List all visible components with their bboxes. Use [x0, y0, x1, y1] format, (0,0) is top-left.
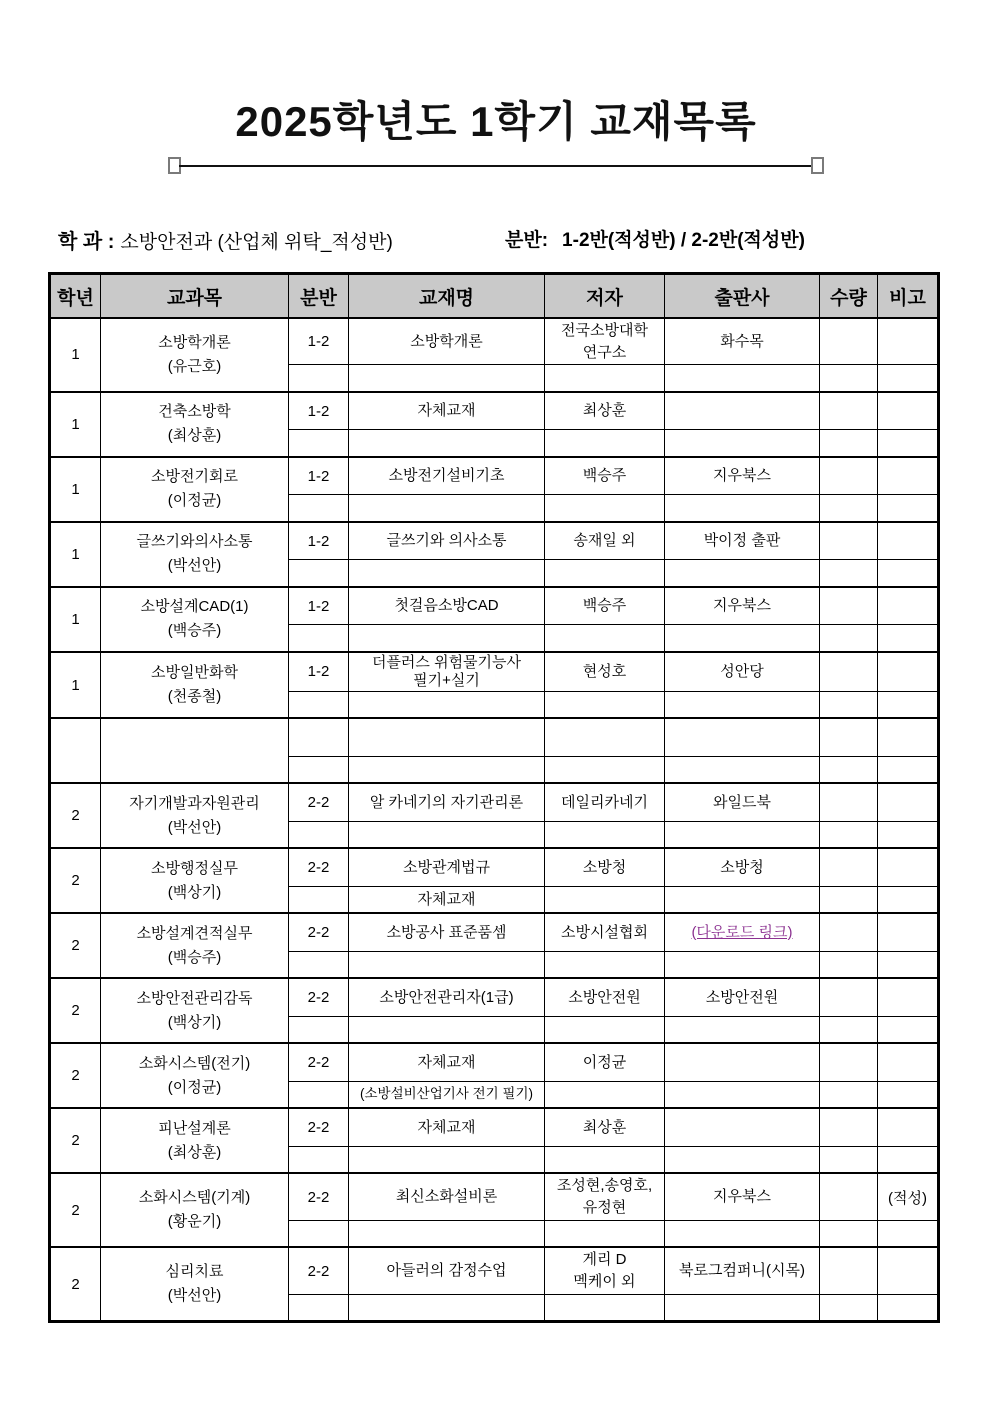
cell-author: [545, 495, 665, 522]
subject-row: [50, 587, 939, 625]
cell-note: [878, 1081, 939, 1108]
cell-grade: 2: [50, 978, 101, 1043]
cell-class: [289, 886, 349, 913]
cell-author: 최상훈: [545, 1108, 665, 1146]
subject-professor: (박선안): [167, 1287, 222, 1305]
cell-note: [878, 625, 939, 652]
cell-author: 이정균: [545, 1043, 665, 1081]
cell-class: 2-2: [289, 913, 349, 951]
subject-professor: (박선안): [167, 818, 222, 836]
cell-publisher: [665, 1146, 820, 1173]
cell-quantity: [820, 522, 878, 560]
cell-author: 백승주: [545, 587, 665, 625]
subject-professor: (백상기): [167, 883, 222, 901]
cell-subject: [101, 1247, 289, 1321]
subject-row: [50, 1043, 939, 1081]
cell-author: [545, 430, 665, 457]
subject-professor: (백상기): [167, 1013, 222, 1031]
cell-note: [878, 951, 939, 978]
cell-quantity: [820, 430, 878, 457]
cell-quantity: [820, 756, 878, 783]
cell-note: [878, 718, 939, 756]
subject-name: 소화시스템(기계): [138, 1189, 251, 1207]
page-title: 2025학년도 1학기 교재목록: [235, 98, 757, 145]
table-header-row: [50, 274, 939, 318]
subject-professor: (최상훈): [167, 1143, 222, 1161]
cell-author: [545, 560, 665, 587]
cell-textbook: [349, 1016, 545, 1043]
cell-author: [545, 365, 665, 392]
cell-author: [545, 1220, 665, 1247]
cell-textbook: 소방안전관리자(1급): [349, 978, 545, 1016]
column-header-class: 분반: [289, 274, 349, 318]
cell-textbook: [349, 1220, 545, 1247]
cell-publisher: [665, 1294, 820, 1321]
cell-author: 게리 D 멕케이 외: [545, 1247, 665, 1294]
subject-professor: (백승주): [167, 948, 222, 966]
cell-note: [878, 978, 939, 1016]
cell-subject: [101, 1173, 289, 1247]
cell-subject: [101, 1108, 289, 1173]
subject-name: 심리치료: [165, 1263, 224, 1281]
cell-note: [878, 392, 939, 430]
department-label: 학 과 :: [58, 231, 115, 254]
cell-class: 1-2: [289, 318, 349, 365]
cell-grade: 2: [50, 1043, 101, 1108]
cell-publisher: [665, 625, 820, 652]
subject-professor: (유근호): [167, 357, 222, 375]
cell-class: [289, 951, 349, 978]
cell-textbook: 글쓰기와 의사소통: [349, 522, 545, 560]
cell-publisher: [665, 821, 820, 848]
cell-publisher: [665, 430, 820, 457]
cell-note: [878, 1247, 939, 1294]
subject-row: [50, 718, 939, 756]
cell-textbook: 아들러의 감정수업: [349, 1247, 545, 1294]
cell-note: [878, 457, 939, 495]
cell-quantity: [820, 587, 878, 625]
cell-textbook: (소방설비산업기사 전기 필기): [349, 1081, 545, 1108]
subject-name: 피난설계론: [158, 1119, 231, 1137]
cell-author: 소방안전원: [545, 978, 665, 1016]
cell-textbook: 최신소화설비론: [349, 1173, 545, 1220]
cell-subject: [101, 718, 289, 783]
subject-row: [50, 457, 939, 495]
cell-quantity: [820, 718, 878, 756]
cell-publisher: 와일드북: [665, 783, 820, 821]
cell-note: [878, 560, 939, 587]
cell-subject: [101, 978, 289, 1043]
subject-professor: (천종철): [167, 688, 222, 706]
subject-professor: (최상훈): [167, 427, 222, 445]
cell-quantity: [820, 691, 878, 718]
subject-row: [50, 318, 939, 365]
cell-quantity: [820, 560, 878, 587]
cell-quantity: [820, 495, 878, 522]
column-header-quantity: 수량: [820, 274, 878, 318]
cell-author: [545, 1081, 665, 1108]
cell-class: [289, 495, 349, 522]
cell-class: 1-2: [289, 392, 349, 430]
cell-author: [545, 625, 665, 652]
cell-publisher: [665, 886, 820, 913]
cell-quantity: [820, 1043, 878, 1081]
cell-subject: [101, 522, 289, 587]
subject-row: [50, 913, 939, 951]
cell-grade: 2: [50, 783, 101, 848]
cell-publisher: [665, 1220, 820, 1247]
cell-class: 2-2: [289, 1247, 349, 1294]
cell-class: [289, 1294, 349, 1321]
cell-quantity: [820, 886, 878, 913]
cell-publisher: 박이정 출판: [665, 522, 820, 560]
cell-grade: 1: [50, 522, 101, 587]
cell-class: 2-2: [289, 978, 349, 1016]
cell-publisher: 지우북스: [665, 1173, 820, 1220]
cell-note: [878, 1016, 939, 1043]
column-header-publisher: 출판사: [665, 274, 820, 318]
cell-author: 현성호: [545, 652, 665, 692]
cell-note: [878, 495, 939, 522]
subject-name: 글쓰기와의사소통: [136, 533, 253, 551]
cell-publisher: 지우북스: [665, 457, 820, 495]
cell-quantity: [820, 1173, 878, 1220]
cell-author: [545, 718, 665, 756]
subject-row: [50, 392, 939, 430]
cell-textbook: 자체교재: [349, 886, 545, 913]
subject-name: 소방행정실무: [151, 859, 238, 877]
cell-textbook: [349, 1146, 545, 1173]
cell-author: 전국소방대학 연구소: [545, 318, 665, 365]
cell-quantity: [820, 783, 878, 821]
cell-author: [545, 821, 665, 848]
cell-class: 2-2: [289, 848, 349, 886]
cell-textbook: [349, 495, 545, 522]
cell-author: [545, 951, 665, 978]
subject-professor: (백승주): [167, 622, 222, 640]
cell-grade: 1: [50, 318, 101, 392]
cell-grade: 2: [50, 848, 101, 913]
cell-author: 데일리카네기: [545, 783, 665, 821]
subject-professor: (박선안): [167, 557, 222, 575]
cell-grade: 1: [50, 392, 101, 457]
cell-note: [878, 886, 939, 913]
cell-quantity: [820, 1016, 878, 1043]
cell-publisher: 북로그컴퍼니(시목): [665, 1247, 820, 1294]
cell-textbook: 자체교재: [349, 1108, 545, 1146]
cell-textbook: [349, 691, 545, 718]
cell-textbook: 자체교재: [349, 1043, 545, 1081]
cell-note: [878, 821, 939, 848]
cell-note: [878, 652, 939, 692]
cell-publisher: [665, 951, 820, 978]
cell-subject: [101, 392, 289, 457]
cell-note: [878, 318, 939, 365]
subject-row: [50, 1108, 939, 1146]
cell-quantity: [820, 457, 878, 495]
cell-grade: 2: [50, 1247, 101, 1321]
cell-quantity: [820, 652, 878, 692]
cell-class: 2-2: [289, 1173, 349, 1220]
cell-note: [878, 691, 939, 718]
cell-class: 1-2: [289, 522, 349, 560]
cell-quantity: [820, 913, 878, 951]
cell-grade: 2: [50, 1173, 101, 1247]
cell-note: [878, 1146, 939, 1173]
subject-row: [50, 978, 939, 1016]
cell-quantity: [820, 625, 878, 652]
cell-quantity: [820, 1108, 878, 1146]
rule-right-square-handle: [811, 157, 824, 174]
cell-quantity: [820, 821, 878, 848]
cell-class: [289, 560, 349, 587]
cell-subject: [101, 587, 289, 652]
cell-textbook: [349, 560, 545, 587]
textbook-table: [48, 272, 940, 1323]
cell-subject: [101, 652, 289, 719]
cell-publisher: [665, 1108, 820, 1146]
cell-note: [878, 756, 939, 783]
subject-professor: (이정균): [167, 1078, 222, 1096]
subject-professor: (이정균): [167, 492, 222, 510]
cell-textbook: [349, 625, 545, 652]
cell-author: 소방시설협회: [545, 913, 665, 951]
cell-textbook: [349, 1294, 545, 1321]
cell-author: 송재일 외: [545, 522, 665, 560]
cell-class: [289, 1220, 349, 1247]
cell-subject: [101, 848, 289, 913]
cell-subject: [101, 318, 289, 392]
cell-grade: [50, 718, 101, 783]
subject-name: 소방전기회로: [151, 468, 238, 486]
rule-line: [179, 165, 813, 167]
column-header-note: 비고: [878, 274, 939, 318]
cell-class: 1-2: [289, 457, 349, 495]
cell-textbook: [349, 365, 545, 392]
subject-row: [50, 522, 939, 560]
cell-publisher: [665, 1043, 820, 1081]
cell-textbook: 알 카네기의 자기관리론: [349, 783, 545, 821]
column-header-textbook: 교재명: [349, 274, 545, 318]
cell-textbook: 첫걸음소방CAD: [349, 587, 545, 625]
subject-name: 소화시스템(전기): [138, 1054, 251, 1072]
department-field: [58, 225, 393, 254]
cell-note: [878, 587, 939, 625]
cell-quantity: [820, 978, 878, 1016]
cell-quantity: [820, 1220, 878, 1247]
cell-quantity: [820, 1247, 878, 1294]
subject-name: 소방일반화학: [151, 664, 238, 682]
cell-publisher: [665, 1016, 820, 1043]
cell-subject: [101, 457, 289, 522]
cell-note: (적성): [878, 1173, 939, 1220]
cell-publisher: 지우북스: [665, 587, 820, 625]
subject-row: [50, 783, 939, 821]
meta-row: [58, 225, 944, 253]
cell-note: [878, 783, 939, 821]
cell-author: [545, 1016, 665, 1043]
cell-class: [289, 1146, 349, 1173]
cell-note: [878, 1294, 939, 1321]
subject-row: [50, 848, 939, 886]
cell-publisher: [665, 365, 820, 392]
cell-textbook: 자체교재: [349, 392, 545, 430]
cell-author: [545, 691, 665, 718]
cell-class: [289, 756, 349, 783]
subject-row: [50, 652, 939, 692]
subject-name: 자기개발과자원관리: [129, 794, 260, 812]
cell-publisher: 성안당: [665, 652, 820, 692]
cell-grade: 2: [50, 1108, 101, 1173]
cell-class: [289, 365, 349, 392]
cell-author: [545, 1294, 665, 1321]
subject-name: 소방설계CAD(1): [140, 598, 249, 616]
cell-grade: 2: [50, 913, 101, 978]
cell-class: [289, 430, 349, 457]
cell-author: [545, 886, 665, 913]
cell-class: 1-2: [289, 587, 349, 625]
subject-row: [50, 1247, 939, 1294]
column-header-grade: 학년: [50, 274, 101, 318]
cell-note: [878, 430, 939, 457]
cell-note: [878, 1220, 939, 1247]
subject-name: 소방안전관리감독: [136, 989, 253, 1007]
cell-class: [289, 1016, 349, 1043]
subject-name: 건축소방학: [158, 403, 231, 421]
cell-subject: [101, 1043, 289, 1108]
cell-class: [289, 718, 349, 756]
cell-quantity: [820, 318, 878, 365]
class-value: 1-2반(적성반) / 2-2반(적성반): [562, 230, 805, 252]
cell-textbook: [349, 951, 545, 978]
cell-note: [878, 1108, 939, 1146]
cell-author: 최상훈: [545, 392, 665, 430]
title-underline-rule: [168, 157, 824, 175]
cell-class: [289, 821, 349, 848]
cell-class: 2-2: [289, 1108, 349, 1146]
cell-quantity: [820, 392, 878, 430]
subject-name: 소방학개론: [158, 333, 231, 351]
subject-name: 소방설계견적실무: [136, 924, 253, 942]
cell-quantity: [820, 1081, 878, 1108]
cell-author: 조성현,송영호, 유정현: [545, 1173, 665, 1220]
cell-publisher: 소방청: [665, 848, 820, 886]
cell-note: [878, 522, 939, 560]
class-label: 분반:: [505, 230, 549, 252]
cell-note: [878, 1043, 939, 1081]
cell-note: [878, 365, 939, 392]
cell-class: 2-2: [289, 1043, 349, 1081]
cell-grade: 1: [50, 457, 101, 522]
download-link[interactable]: (다운로드 링크): [691, 923, 793, 941]
subject-row: [50, 1173, 939, 1220]
class-field: [505, 225, 805, 252]
cell-class: 1-2: [289, 652, 349, 692]
cell-publisher: [665, 691, 820, 718]
cell-class: [289, 691, 349, 718]
cell-quantity: [820, 1294, 878, 1321]
cell-publisher: 화수목: [665, 318, 820, 365]
cell-grade: 1: [50, 587, 101, 652]
cell-publisher: [665, 718, 820, 756]
cell-textbook: 소방학개론: [349, 318, 545, 365]
cell-author: [545, 1146, 665, 1173]
cell-publisher: [665, 392, 820, 430]
cell-quantity: [820, 1146, 878, 1173]
cell-quantity: [820, 951, 878, 978]
cell-class: 2-2: [289, 783, 349, 821]
cell-grade: 1: [50, 652, 101, 719]
column-header-subject: 교과목: [101, 274, 289, 318]
cell-publisher: [665, 913, 820, 951]
cell-note: [878, 848, 939, 886]
column-header-author: 저자: [545, 274, 665, 318]
subject-professor: (황운기): [167, 1213, 222, 1231]
cell-quantity: [820, 848, 878, 886]
cell-publisher: 소방안전원: [665, 978, 820, 1016]
cell-publisher: [665, 495, 820, 522]
cell-publisher: [665, 560, 820, 587]
department-value: 소방안전과 (산업체 위탁_적성반): [120, 232, 393, 254]
cell-textbook: [349, 756, 545, 783]
cell-author: 백승주: [545, 457, 665, 495]
cell-subject: [101, 783, 289, 848]
cell-author: [545, 756, 665, 783]
cell-class: [289, 625, 349, 652]
cell-quantity: [820, 365, 878, 392]
cell-publisher: [665, 1081, 820, 1108]
cell-author: 소방청: [545, 848, 665, 886]
cell-publisher: [665, 756, 820, 783]
cell-textbook: 소방공사 표준품셈: [349, 913, 545, 951]
cell-textbook: [349, 821, 545, 848]
cell-textbook: 소방관계법규: [349, 848, 545, 886]
cell-textbook: [349, 430, 545, 457]
cell-textbook: 더플러스 위험물기능사 필기+실기: [349, 652, 545, 692]
cell-class: [289, 1081, 349, 1108]
cell-textbook: 소방전기설비기초: [349, 457, 545, 495]
cell-subject: [101, 913, 289, 978]
cell-textbook: [349, 718, 545, 756]
cell-note: [878, 913, 939, 951]
